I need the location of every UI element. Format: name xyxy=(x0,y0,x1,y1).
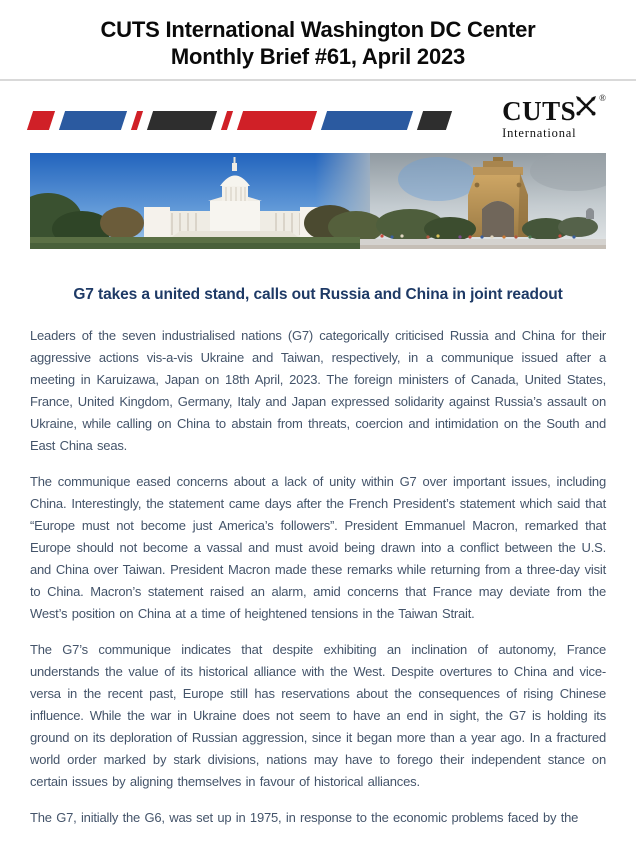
stripe-blue xyxy=(59,111,127,130)
cuts-logo xyxy=(502,93,606,141)
stripe-blue xyxy=(321,111,413,130)
article-paragraph-3: The G7’s communique indicates that despite exhibiting an inclination of autonomy, France understands the value of its historical alliance with the West. Despite overtures to China and vice-versa in the recent past, Europe still has reservations about the consequences of rising Chinese influence. While the war in Ukraine does not seem to have an end in sight, the G7 is holding its ground on its deploration of Russian aggression, since it began more than a year ago. In a fractured world order marked by stark divisions, nations may have to forego their independent stance on certain issues by aligning themselves in favour of historical alliances. xyxy=(30,642,606,789)
stripe-slash xyxy=(221,111,233,130)
divider-rule xyxy=(0,79,636,81)
brand-banner xyxy=(30,93,606,143)
article-paragraph-4: The G7, initially the G6, was set up in 1975, in response to the economic problems faced by the xyxy=(30,810,579,825)
stripe-slash xyxy=(131,111,143,130)
page-title-line1: CUTS International Washington DC Center xyxy=(100,17,536,42)
stripe-banner xyxy=(30,111,459,130)
page-title-line2: Monthly Brief #61, April 2023 xyxy=(170,44,466,69)
stripe-red xyxy=(237,111,317,130)
article-headline: G7 takes a united stand, calls out Russia and China in joint readout xyxy=(73,286,563,303)
article-paragraph-2: The communique eased concerns about a lack of unity within G7 over important issues, including China. Interestingly, the statement came days after the French President’s statement which said that “Europe must not become just America’s followers”. President Emmanuel Macron, remarked that Europe should not become a vassal and must avoid being drawn into a conflict between the U.S. and China over Taiwan. President Macron made these remarks while returning from a three-day visit to China. Macron’s statement raised an alarm, amid concerns that France may deviate from the West’s position on China at a time of heightened tensions in the Taiwan Strait. xyxy=(30,474,606,621)
article-body xyxy=(30,325,606,829)
stripe-red xyxy=(27,111,55,130)
stripe-black xyxy=(417,111,452,130)
india-gate-silhouette xyxy=(468,157,528,237)
registered-trademark: ® xyxy=(599,93,606,104)
cuts-logo-text: CUTS xyxy=(502,96,577,127)
article-paragraph-1: Leaders of the seven industrialised nations (G7) categorically criticised Russia and China for their aggressive actions vis-a-vis Ukraine and Taiwan, respectively, in a communique issued after a meeting in Karuizawa, Japan on 18th April, 2023. The foreign ministers of Canada, United States, France, United Kingdom, Germany, Italy and Japan expressed solidarity against Russia’s assault on Ukraine, while calling on China to abstain from threats, coercion and intimidation on the South and East China seas. xyxy=(30,328,606,453)
stripe-black xyxy=(147,111,217,130)
cuts-logo-top xyxy=(502,93,606,127)
page-title xyxy=(0,16,636,70)
capitol-india-gate-photo xyxy=(30,153,606,249)
crossed-scissors-icon xyxy=(574,94,598,118)
cuts-logo-subtitle: International xyxy=(502,126,577,141)
